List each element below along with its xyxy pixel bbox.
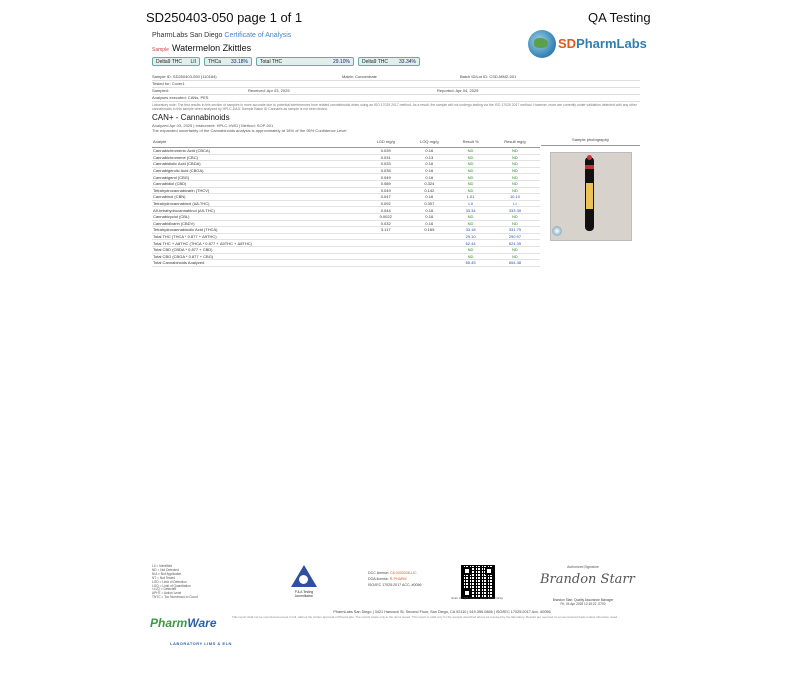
analyzed-line: Analyzed Apr 03, 2025 | Instrument: HPLC-VWD | Method: SOP-001: [152, 123, 274, 128]
value-cell: ND: [451, 161, 490, 168]
value-cell: 0.16: [407, 220, 451, 227]
table-row: [152, 246, 540, 253]
pill-delta9: Delta9 THC LII: [152, 57, 200, 66]
analyte-cell: Cannabicyclol (CBL): [152, 213, 364, 220]
value-cell: ND: [451, 220, 490, 227]
value-cell: ND: [490, 180, 540, 187]
pill-delta9-b: Delta9 THC 33.34%: [358, 57, 420, 66]
value-cell: ND: [451, 180, 490, 187]
lab-name: PharmLabs San Diego: [152, 32, 223, 39]
value-cell: 0.039: [364, 148, 407, 155]
sample-name: Watermelon Zkittles: [171, 43, 252, 53]
fine-print: This report shall not be reproduced except in full, without the written approval of PharmLabs. The results relate only to the items tested. This report is valid only for the sample described above as received by the laboratory. Results are reported on an as-received basis unless otherwise noted.: [232, 615, 619, 619]
uncertainty-line: The expanded uncertainty of the Cannabinoids analysis is approximately at 18% of the 95% Confidence Level: [152, 128, 347, 133]
value-cell: 0.307: [407, 200, 451, 207]
table-header: Analyte LOD mg/g LOQ mg/g Result % Result mg/g: [152, 135, 540, 148]
value-cell: ND: [451, 148, 490, 155]
analyte-cell: Δ9-tetrahydrocannabinol (Δ9-THC): [152, 207, 364, 214]
section-title: CAN+ - Cannabinoids: [152, 113, 230, 122]
value-cell: 0.047: [364, 194, 407, 201]
value-cell: 333.39: [490, 207, 540, 214]
value-cell: [364, 240, 407, 247]
table-row: [152, 180, 540, 187]
doc-type: Certificate of Analysis: [224, 32, 292, 39]
table-row: [152, 154, 540, 161]
table-row: [152, 220, 540, 227]
cannabinoid-table: [152, 135, 540, 267]
value-cell: ND: [490, 161, 540, 168]
value-cell: [407, 233, 451, 240]
analyte-cell: Cannabidiol (CBD): [152, 180, 364, 187]
value-cell: ND: [451, 167, 490, 174]
value-cell: 0.032: [364, 220, 407, 227]
value-cell: 0.089: [364, 180, 407, 187]
value-cell: ND: [490, 148, 540, 155]
value-cell: ND: [490, 253, 540, 260]
accreditation-logo: PJLA Testing Accreditation: [287, 565, 321, 601]
value-cell: 0.16: [407, 213, 451, 220]
signature: Brandon Starr: [540, 572, 635, 587]
value-cell: ND: [451, 213, 490, 220]
abbreviation-legend: LII = Identified ND = Not Detected N/A = Not Applicable NT = Not Tested LOD = Limit of Detection LOQ = Limit of Quantitation <LLQ = Detected APHT = Action Level TNTC = Too Numerous to Count: [152, 564, 198, 600]
value-cell: 65.45: [451, 260, 490, 267]
value-cell: ND: [490, 246, 540, 253]
sample-meta: Sample ID: SD250403-050 (110184) Matrix: Concentrate Batch ID/Lot ID: CSD-MMZ-001 Tested for: Cover1 Sampled: Received: Apr 03, 2025 Reported: Apr 04, 2025 Analyses executed: CANs, PES: [152, 74, 640, 102]
analyte-cell: Cannabidivarin (CBDV): [152, 220, 364, 227]
value-cell: 0.049: [364, 174, 407, 181]
sample-key: Sample: [152, 47, 169, 53]
value-cell: [364, 233, 407, 240]
logo-text: SDPharmLabs: [558, 36, 647, 51]
table-row: [152, 187, 540, 194]
report-id: SD250403-050 page 1 of 1: [146, 10, 303, 25]
table-row: [152, 148, 540, 155]
value-cell: 33.18: [451, 227, 490, 234]
report-type: QA Testing: [588, 10, 651, 25]
value-cell: ND: [451, 187, 490, 194]
table-row: [152, 260, 540, 267]
value-cell: [407, 253, 451, 260]
value-cell: ND: [490, 167, 540, 174]
value-cell: 0.142: [407, 187, 451, 194]
value-cell: 0.033: [364, 161, 407, 168]
value-cell: ND: [451, 154, 490, 161]
analyte-cell: Tetrahydrocannabinolic Acid (THCA): [152, 227, 364, 234]
value-cell: 0.16: [407, 174, 451, 181]
lab-note: Laboratory note: The test results in this section of samples is more accurate due to potential interferences from related cannabinoids when using an ISO 17025 2017 method. As a result, the sample will not undergo testing via the ISO 17025 2017 method. However, more are currently under validation detected with any other cannabinoids in this sample when analyzed by HPLC-DAD. Sample Batch ID Cannabis as sample is not been tested.: [152, 103, 637, 111]
globe-icon: [528, 30, 556, 58]
table-row: [152, 207, 540, 214]
analyte-cell: Total THC + Δ8THC (THCA * 0.877 + Δ9THC + Δ8THC): [152, 240, 364, 247]
qr-caption: Scan the QR code to verify authenticity: [451, 596, 503, 600]
value-cell: [407, 246, 451, 253]
value-cell: ND: [451, 246, 490, 253]
sdpharmlabs-logo: [528, 30, 647, 60]
value-cell: 0.031: [364, 154, 407, 161]
value-cell: 0.16: [407, 148, 451, 155]
analyte-cell: Total Cannabinoids Analyzed: [152, 260, 364, 267]
value-cell: ND: [451, 253, 490, 260]
analyte-cell: Tetrahydrocannabivarin (THCV): [152, 187, 364, 194]
seal-icon: [552, 226, 562, 236]
value-cell: 62.44: [451, 240, 490, 247]
value-cell: ND: [490, 187, 540, 194]
value-cell: 0.16: [407, 194, 451, 201]
table-row: [152, 161, 540, 168]
value-cell: LI: [490, 200, 540, 207]
value-cell: 624.35: [490, 240, 540, 247]
value-cell: 0.092: [364, 200, 407, 207]
value-cell: 0.0022: [364, 213, 407, 220]
value-cell: [364, 253, 407, 260]
table-row: [152, 240, 540, 247]
value-cell: LII: [451, 200, 490, 207]
value-cell: 0.13: [407, 154, 451, 161]
sample-photo: [550, 152, 632, 241]
value-cell: [407, 240, 451, 247]
value-cell: [364, 260, 407, 267]
value-cell: ND: [490, 154, 540, 161]
value-cell: [407, 260, 451, 267]
vape-pen-image: [585, 157, 594, 231]
value-cell: ND: [490, 220, 540, 227]
table-row: [152, 227, 540, 234]
lab-address: PharmLabs San Diego | 3421 Hancock St, Second Floor, San Diego, CA 92110 | 619.356.0866 | ISO/IEC 17025:2017 Acc. #0056: [333, 610, 551, 614]
table-row: [152, 167, 540, 174]
photo-heading: Sample photography: [541, 135, 640, 146]
analyte-cell: Cannabinol (CBN): [152, 194, 364, 201]
sample-line: [152, 43, 251, 53]
value-cell: 3.117: [364, 227, 407, 234]
value-cell: 0.16: [407, 167, 451, 174]
value-cell: 0.169: [407, 227, 451, 234]
value-cell: 33.34: [451, 207, 490, 214]
signer-name: Brandon Starr, Quality Assurance Manager Fri, 04 Apr 2025 12:19:22 -0700: [552, 598, 614, 606]
table-row: [152, 174, 540, 181]
value-cell: ND: [451, 174, 490, 181]
analyte-cell: Cannabigerol (CBG): [152, 174, 364, 181]
table-row: [152, 213, 540, 220]
analyte-cell: Cannabigerolic Acid (CBGA): [152, 167, 364, 174]
value-cell: 0.16: [407, 161, 451, 168]
table-row: [152, 253, 540, 260]
analyte-cell: Cannabidiolic Acid (CBDA): [152, 161, 364, 168]
analyte-cell: Total CBG (CBGA * 0.877 + CBG): [152, 253, 364, 260]
value-cell: ND: [490, 213, 540, 220]
table-row: [152, 194, 540, 201]
analyte-cell: Cannabichromene (CBC): [152, 154, 364, 161]
table-row: [152, 200, 540, 207]
value-cell: 0.044: [364, 207, 407, 214]
analyte-cell: Cannabichromenic Acid (CBCA): [152, 148, 364, 155]
lab-line: [152, 32, 291, 39]
pill-thca: THCa 33.18%: [204, 57, 252, 66]
value-cell: 0.324: [407, 180, 451, 187]
value-cell: 0.035: [364, 167, 407, 174]
analyte-cell: Tetrahydrocannabinol (Δ8-THC): [152, 200, 364, 207]
pill-total-thc: Total THC 29.10%: [256, 57, 354, 66]
signature-heading: Authorized Signature: [567, 565, 599, 569]
analyte-cell: Total CBD (CBDA * 0.877 + CBD): [152, 246, 364, 253]
analyte-cell: Total THC (THCA * 0.877 + Δ9THC): [152, 233, 364, 240]
value-cell: 290.97: [490, 233, 540, 240]
value-cell: 331.75: [490, 227, 540, 234]
value-cell: 654.48: [490, 260, 540, 267]
value-cell: 29.10: [451, 233, 490, 240]
value-cell: 0.16: [407, 207, 451, 214]
value-cell: ND: [490, 174, 540, 181]
pharmware-logo: PharmWare LABORATORY LIMS & ELN: [150, 616, 232, 646]
qr-code-icon[interactable]: [461, 565, 495, 599]
value-cell: [364, 246, 407, 253]
license-info: DCC license: C8-0000038-LIC DOA license: R-PHARM ISO/IEC 17025:2017 ACC. #0056: [368, 571, 422, 587]
value-cell: 10.10: [490, 194, 540, 201]
value-cell: 1.01: [451, 194, 490, 201]
table-row: [152, 233, 540, 240]
value-cell: 0.049: [364, 187, 407, 194]
